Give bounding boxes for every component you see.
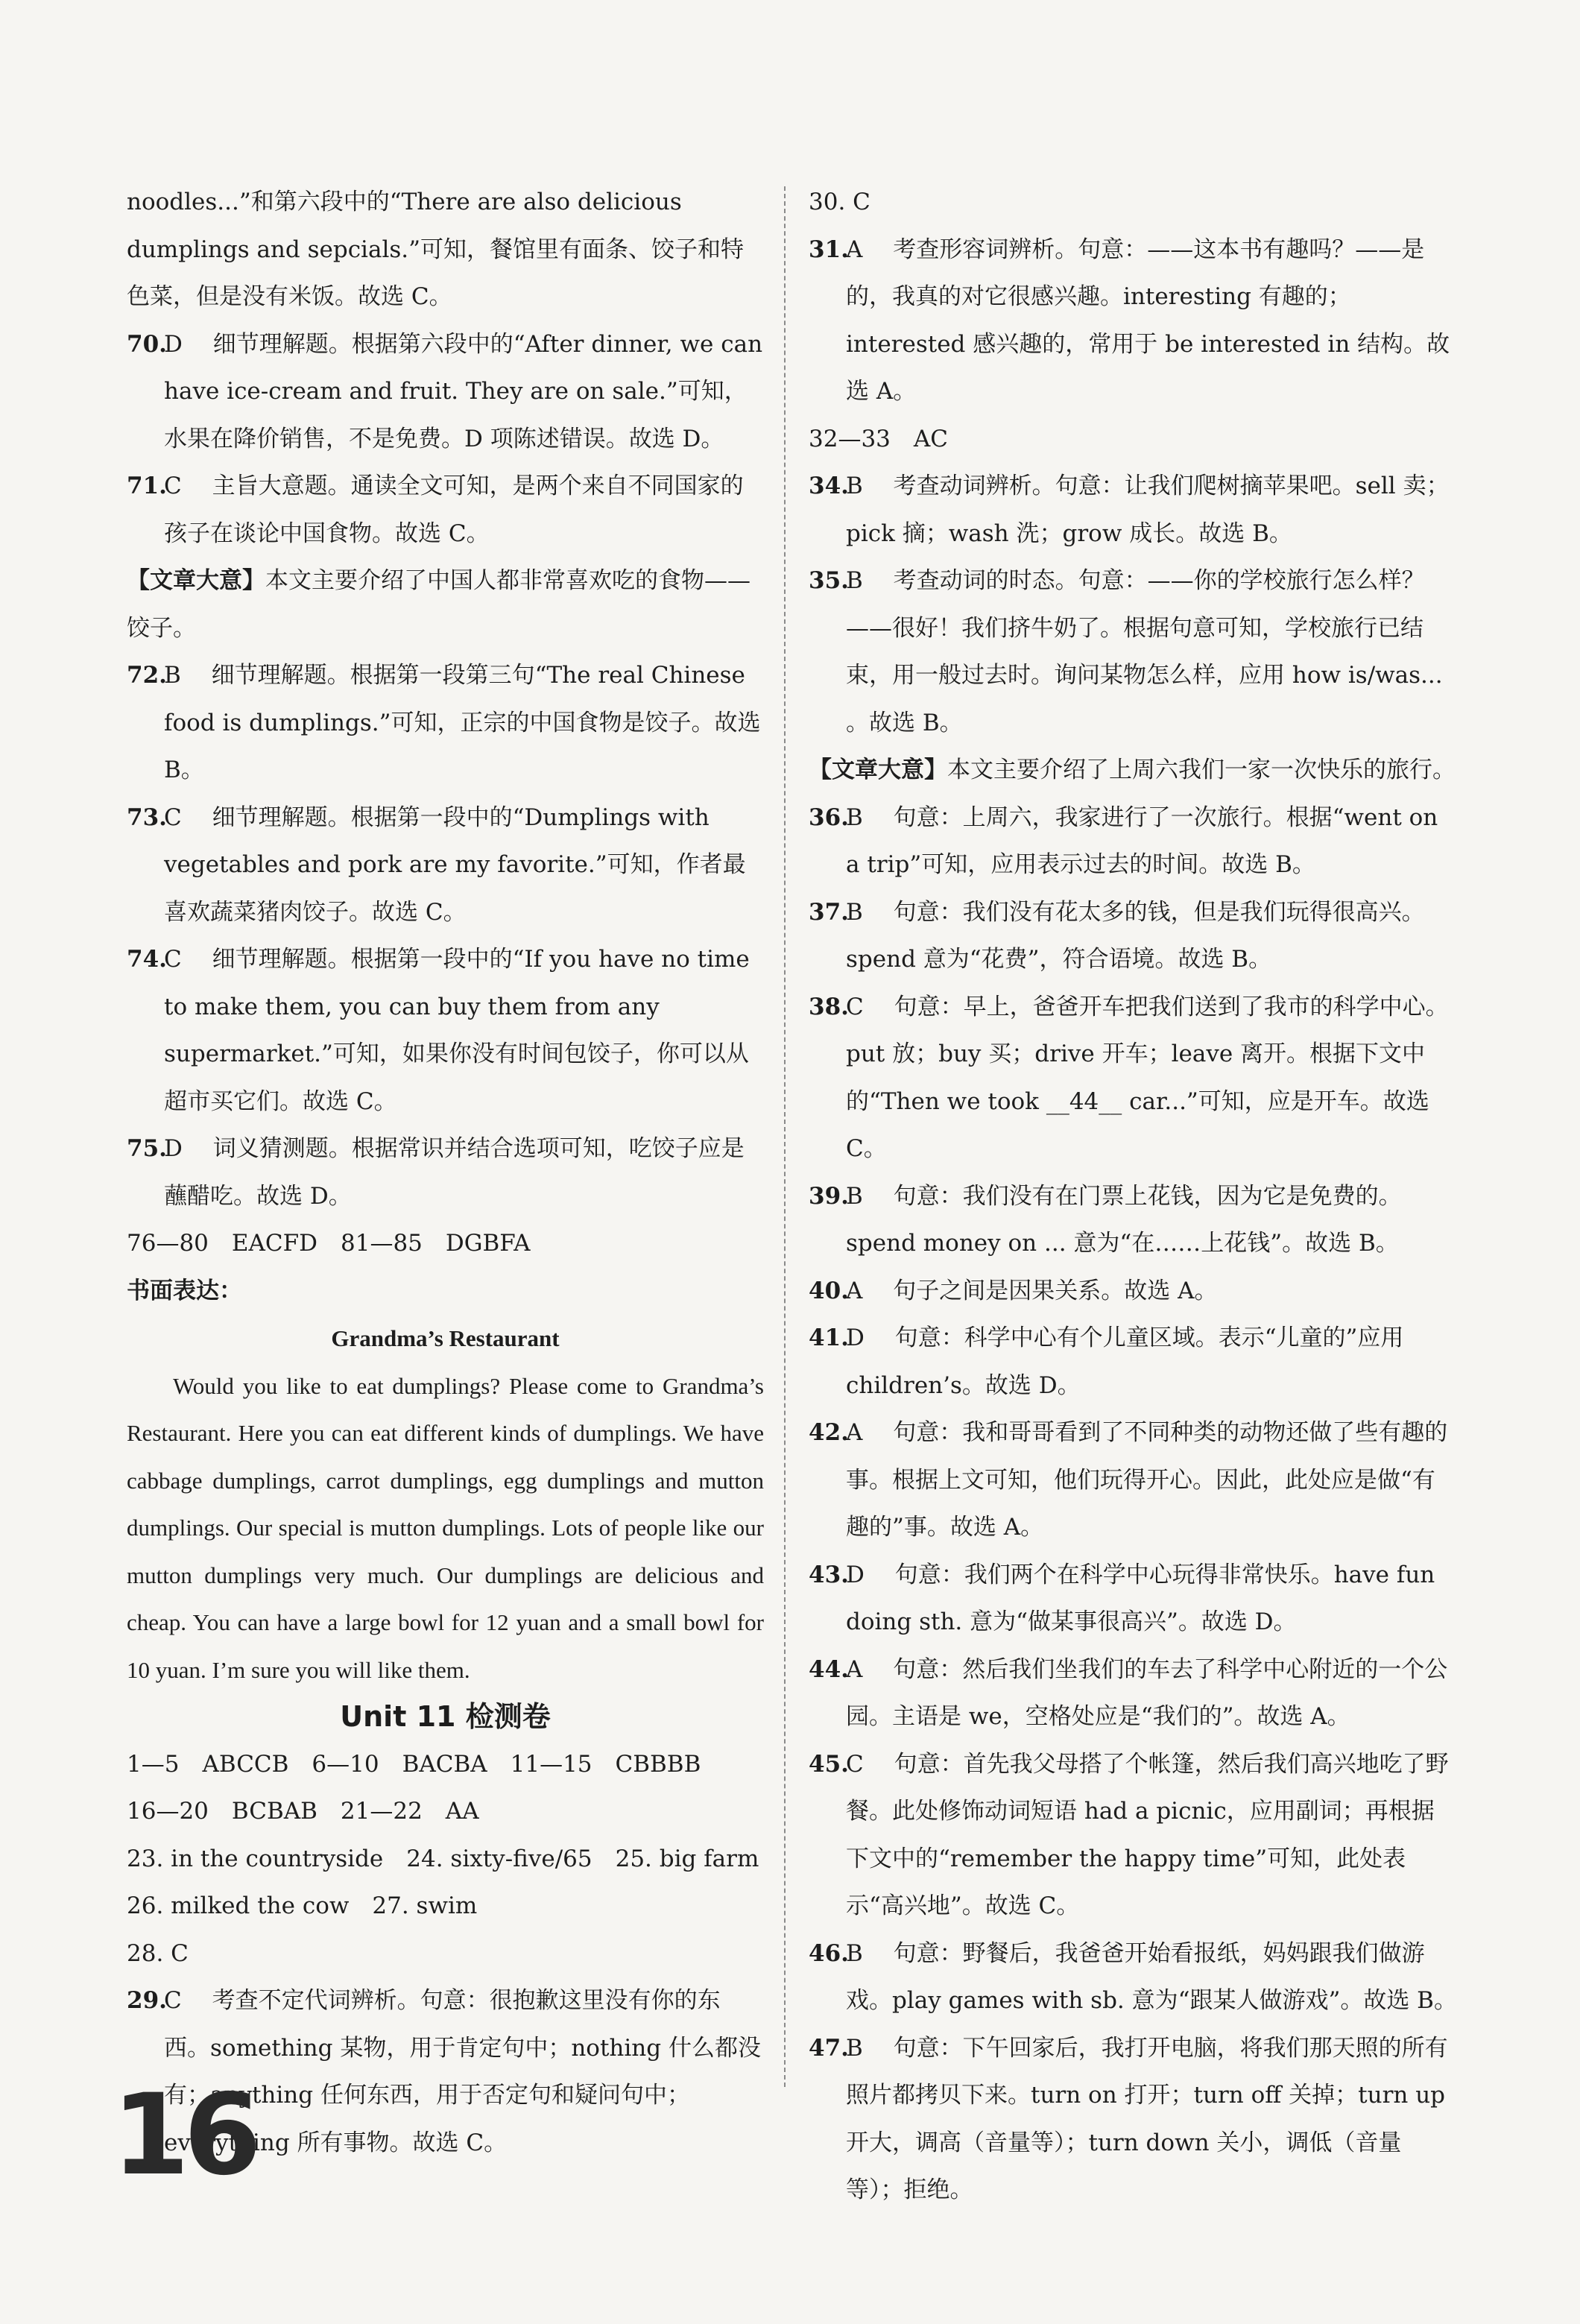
item-text: C 句意：早上，爸爸开车把我们送到了我市的科学中心。put 放；buy 买；drive 开车；leave 离开。根据下文中的“Then we took __44__ car...”可知，应是开车。故选 C。 xyxy=(846,993,1449,1162)
item-text: B 考查动词辨析。句意：让我们爬树摘苹果吧。sell 卖；pick 摘；wash 洗；grow 成长。故选 B。 xyxy=(846,473,1450,547)
item-text: B 考查动词的时态。句意：——你的学校旅行怎么样？——很好！我们挤牛奶了。根据句意可知，学校旅行已结束，用一般过去时。询问某物怎么样，应用 how is/was... 。故选 B。 xyxy=(846,567,1443,736)
summary-tag: 【文章大意】 xyxy=(809,757,947,783)
item-text: D 句意：我们两个在科学中心玩得非常快乐。have fun doing sth. 意为“做某事很高兴”。故选 D。 xyxy=(846,1561,1435,1635)
item-number: 41. xyxy=(809,1324,849,1351)
item-text: B 句意：下午回家后，我打开电脑，将我们那天照的所有照片都拷贝下来。turn on 打开；turn off 关掉；turn up 开大，调高（音量等）；turn down 关小，调低（音量等）；拒绝。 xyxy=(846,2034,1448,2203)
answer-line: 26. milked the cow 27. swim xyxy=(127,1892,478,1919)
summary-tag: 【文章大意】 xyxy=(127,567,265,594)
item-text: C 细节理解题。根据第一段中的“If you have no time to make them, you can buy them from any supermarket.”可知，如果你没有时间包饺子，你可以从超市买它们。故选 C。 xyxy=(164,946,750,1115)
answer-item xyxy=(809,1646,1457,1741)
column-divider xyxy=(784,186,786,2087)
essay-body: Would you like to eat dumplings? Please come to Grandma’s Restaurant. Here you can eat different kinds of dumplings. We have cabbage dumplings, carrot dumplings, egg dumplings and mutton dumplings. Our special is mutton dumplings. Lots of people like our mutton dumplings very much. Our dumplings are delicious and cheap. You can have a large bowl for 12 yuan and a small bowl for 10 yuan. I’m sure you will like them. xyxy=(127,1372,764,1683)
item-text: B 句意：上周六，我家进行了一次旅行。根据“went on a trip”可知，应用表示过去的时间。故选 B。 xyxy=(846,803,1438,878)
item-text: A 句意：然后我们坐我们的车去了科学中心附近的一个公园。主语是 we，空格处应是“我们的”。故选 A。 xyxy=(846,1655,1448,1730)
item-text: B 句意：我们没有花太多的钱，但是我们玩得很高兴。spend 意为“花费”，符合语境。故选 B。 xyxy=(846,898,1425,973)
item-number: 46. xyxy=(809,1939,849,1967)
item-text: A 考查形容词辨析。句意：——这本书有趣吗？——是的，我真的对它很感兴趣。interesting 有趣的；interested 感兴趣的，常用于 be interested in 结构。故选 A。 xyxy=(846,236,1450,405)
answer-item xyxy=(809,1930,1457,2025)
answer-item xyxy=(809,795,1457,889)
item-number: 35. xyxy=(809,567,849,594)
answer-line: 16—20 BCBAB 21—22 AA xyxy=(127,1798,479,1825)
item-text: C 主旨大意题。通读全文可知，是两个来自不同国家的孩子在谈论中国食物。故选 C。 xyxy=(164,473,744,547)
item-text: D 词义猜测题。根据常识并结合选项可知，吃饺子应是蘸醋吃。故选 D。 xyxy=(164,1135,745,1210)
item-number: 40. xyxy=(809,1277,849,1304)
answer-item xyxy=(127,652,764,795)
article-summary xyxy=(809,747,1457,795)
answer-item xyxy=(809,227,1457,416)
answer-item xyxy=(809,1315,1457,1409)
item-number: 45. xyxy=(809,1750,849,1778)
answer-line: 28. C xyxy=(127,1939,189,1967)
answer-item xyxy=(809,1741,1457,1930)
answer-item xyxy=(809,2025,1457,2214)
item-number: 73. xyxy=(127,803,167,831)
continued-text: noodles...”和第六段中的“There are also delicious dumplings and sepcials.”可知，餐馆里有面条、饺子和特色菜，但是没有米饭。故选 C。 xyxy=(127,189,744,310)
item-number: 39. xyxy=(809,1182,849,1210)
item-text: A 句子之间是因果关系。故选 A。 xyxy=(846,1277,1218,1304)
item-number: 34. xyxy=(809,473,849,499)
answer-line: 23. in the countryside 24. sixty-five/65 25. big farm xyxy=(127,1845,759,1872)
right-column xyxy=(809,179,1457,2214)
unit-title: Unit 11 检测卷 xyxy=(340,1700,551,1733)
item-text: D 句意：科学中心有个儿童区域。表示“儿童的”应用 children’s。故选 D。 xyxy=(846,1324,1404,1399)
answer-line: 32—33 AC xyxy=(809,425,948,452)
item-number: 70. xyxy=(127,330,167,358)
answer-item xyxy=(809,889,1457,984)
answer-item xyxy=(809,1173,1457,1268)
item-text: B 句意：野餐后，我爸爸开始看报纸，妈妈跟我们做游戏。play games with sb. 意为“跟某人做游戏”。故选 B。 xyxy=(846,1939,1457,2014)
answer-item xyxy=(127,936,764,1125)
answer-item xyxy=(809,1268,1457,1316)
item-text: C 句意：首先我父母搭了个帐篷，然后我们高兴地吃了野餐。此处修饰动词短语 had a picnic，应用副词；再根据下文中的“remember the happy time”可知，此处表示“高兴地”。故选 C。 xyxy=(846,1750,1449,1919)
item-number: 38. xyxy=(809,993,849,1020)
item-number: 43. xyxy=(809,1561,849,1588)
answer-item xyxy=(127,795,764,937)
summary-text: 本文主要介绍了上周六我们一家一次快乐的旅行。 xyxy=(947,757,1456,783)
item-text: C 细节理解题。根据第一段中的“Dumplings with vegetables and pork are my favorite.”可知，作者最喜欢蔬菜猪肉饺子。故选 C。 xyxy=(164,803,746,926)
item-number: 71. xyxy=(127,473,167,499)
answer-item xyxy=(127,1125,764,1220)
item-text: D 细节理解题。根据第六段中的“After dinner, we can have ice-cream and fruit. They are on sale.”可知，水果在降价销售，不是免费。D 项陈述错误。故选 D。 xyxy=(164,330,763,452)
article-summary xyxy=(127,558,764,652)
item-number: 29. xyxy=(127,1987,167,2014)
answer-item xyxy=(127,463,764,558)
item-number: 72. xyxy=(127,662,167,689)
answer-item xyxy=(809,984,1457,1173)
answer-item xyxy=(809,1552,1457,1646)
page-number: 16 xyxy=(112,2071,256,2200)
item-number: 31. xyxy=(809,236,849,263)
section-heading: 书面表达： xyxy=(127,1277,242,1304)
item-number: 37. xyxy=(809,898,849,926)
item-number: 74. xyxy=(127,946,167,973)
item-number: 44. xyxy=(809,1655,849,1683)
answer-item xyxy=(127,321,764,464)
summary-text: 本文主要介绍了中国人都非常喜欢吃的食物——饺子。 xyxy=(127,567,750,642)
item-text: C 考查不定代词辨析。句意：很抱歉这里没有你的东西。something 某物，用于肯定句中；nothing 什么都没有；anything 任何东西，用于否定句和疑问句中；everything 所有事物。故选 C。 xyxy=(164,1987,761,2156)
answer-item xyxy=(809,463,1457,558)
answer-line: 76—80 EACFD 81—85 DGBFA xyxy=(127,1230,531,1257)
item-text: B 细节理解题。根据第一段第三句“The real Chinese food is dumplings.”可知，正宗的中国食物是饺子。故选 B。 xyxy=(164,662,761,783)
left-column xyxy=(127,179,764,2167)
essay-title: Grandma’s Restaurant xyxy=(331,1325,560,1351)
item-text: B 句意：我们没有在门票上花钱，因为它是免费的。spend money on ... 意为“在……上花钱”。故选 B。 xyxy=(846,1182,1402,1257)
item-number: 36. xyxy=(809,803,849,831)
answer-line: 1—5 ABCCB 6—10 BACBA 11—15 CBBBB xyxy=(127,1750,701,1778)
answer-line: 30. C xyxy=(809,189,870,215)
item-number: 75. xyxy=(127,1135,167,1162)
answer-item xyxy=(809,1409,1457,1552)
item-text: A 句意：我和哥哥看到了不同种类的动物还做了些有趣的事。根据上文可知，他们玩得开心。因此，此处应是做“有趣的”事。故选 A。 xyxy=(846,1419,1448,1541)
answer-item xyxy=(809,558,1457,747)
item-number: 42. xyxy=(809,1419,849,1446)
item-number: 47. xyxy=(809,2034,849,2062)
